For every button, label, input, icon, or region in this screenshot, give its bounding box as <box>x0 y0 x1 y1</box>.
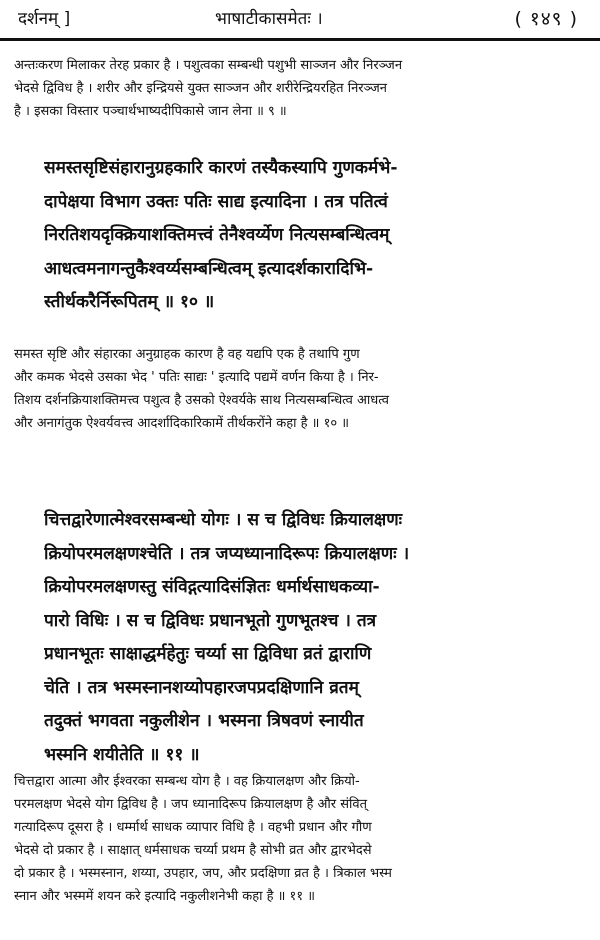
verse-line: भस्मनि शयीतेति ॥ ११ ॥ <box>44 744 200 765</box>
text-line: परमलक्षण भेदसे योग द्विविध है । जप ध्यानादिरूप क्रियालक्षण है और संवित् <box>14 797 368 812</box>
verse-line: क्रियोपरमलक्षणस्तु संविद्गत्यादिसंज्ञितः धर्मार्थसाधकव्या- <box>44 577 380 597</box>
sanskrit-verse-11 <box>44 504 592 772</box>
verse-line: पारो विधिः । स च द्विविधः प्रधानभूतो गुणभूतश्च । तत्र <box>44 610 377 631</box>
verse-line: चित्तद्वारेणात्मेश्वरसम्बन्धो योगः । स च द्विविधः क्रियालक्षणः <box>44 510 403 530</box>
text-line: तिशय दर्शनक्रियाशक्तिमत्त्व पशुत्व है उसको ऐश्वर्यके साथ नित्यसम्बन्धित्व आधत्व <box>14 393 389 408</box>
text-line: अन्तःकरण मिलाकर तेरह प्रकार है । पशुत्वका सम्बन्धी पशुभी साञ्जन और निरञ्जन <box>14 58 403 73</box>
text-line: समस्त सृष्टि और संहारका अनुग्राहक कारण है वह यद्यपि एक है तथापि गुण <box>14 347 360 362</box>
verse-line: समस्तसृष्टिसंहारानुग्रहकारि कारणं तस्यैकस्यापि गुणकर्मभे- <box>44 158 398 178</box>
text-line: स्नान और भस्ममें शयन करे इत्यादि नकुलीशनेभी कहा है ॥ ११ ॥ <box>14 889 315 904</box>
verse-line: आधत्वमनागन्तुकैश्वर्य्यसम्बन्धित्वम् इत्यादर्शकारादिभि- <box>44 258 374 279</box>
header-rule <box>0 38 600 41</box>
text-line: भेदसे दो प्रकार है । साक्षात् धर्मसाधक चर्य्या प्रथम है सोभी व्रत और द्वारभेदसे <box>14 843 372 858</box>
text-line: गत्यादिरूप दूसरा है । धर्म्मार्थ साधक व्यापार विधि है । वहभी प्रधान और गौण <box>14 820 372 835</box>
text-line: चित्तद्वारा आत्मा और ईश्वरका सम्बन्ध योग है । वह क्रियालक्षण और क्रियो- <box>14 774 360 789</box>
text-line: भेदसे द्विविध है । शरीर और इन्द्रियसे युक्त साञ्जन और शरीरेन्द्रियरहित निरञ्जन <box>14 81 387 96</box>
sanskrit-verse-10 <box>44 152 592 320</box>
text-line: और अनागंतुक ऐश्वर्यवत्त्व आदर्शादिकारिकामें तीर्थकरोंने कहा है ॥ १० ॥ <box>14 416 350 431</box>
text-line: है । इसका विस्तार पञ्चार्थभाष्यदीपिकासे जान लेना ॥ ९ ॥ <box>14 104 287 119</box>
commentary-paragraph-2 <box>14 343 588 435</box>
page-header <box>0 4 600 34</box>
text-line: और कमक भेदसे उसका भेद ' पतिः साद्यः ' इत्यादि पद्यमें वर्णन किया है । निर- <box>14 370 379 385</box>
verse-line: प्रधानभूतः साक्षाद्धर्महेतुः चर्य्या सा द्विविधा व्रतं द्वाराणि <box>44 644 372 664</box>
header-section-title: दर्शनम् ] <box>18 9 71 29</box>
header-book-title: भाषाटीकासमेतः । <box>215 9 323 29</box>
commentary-paragraph-3 <box>14 770 588 908</box>
verse-line: निरतिशयदृक्क्रियाशक्तिमत्त्वं तेनैश्वर्य्येण नित्यसम्बन्धित्वम् <box>44 225 390 245</box>
commentary-paragraph-1 <box>14 54 588 123</box>
text-line: दो प्रकार है । भस्मस्नान, शय्या, उपहार, जप, और प्रदक्षिणा व्रत है । त्रिकाल भस्म <box>14 866 392 881</box>
verse-line: स्तीर्थकरैर्निरूपितम् ॥ १० ॥ <box>44 292 215 312</box>
page-number: ( १४९ ) <box>514 8 578 30</box>
verse-line: चेति । तत्र भस्मस्नानशय्योपहारजपप्रदक्षिणानि व्रतम् <box>44 677 359 698</box>
verse-line: दापेक्षया विभाग उक्तः पतिः साद्य इत्यादिना । तत्र पतित्वं <box>44 191 388 212</box>
verse-line: क्रियोपरमलक्षणश्चेति । तत्र जप्यध्यानादिरूपः क्रियालक्षणः । <box>44 543 410 564</box>
verse-line: तदुक्तं भगवता नकुलीशेन । भस्मना त्रिषवणं स्नायीत <box>44 711 364 731</box>
